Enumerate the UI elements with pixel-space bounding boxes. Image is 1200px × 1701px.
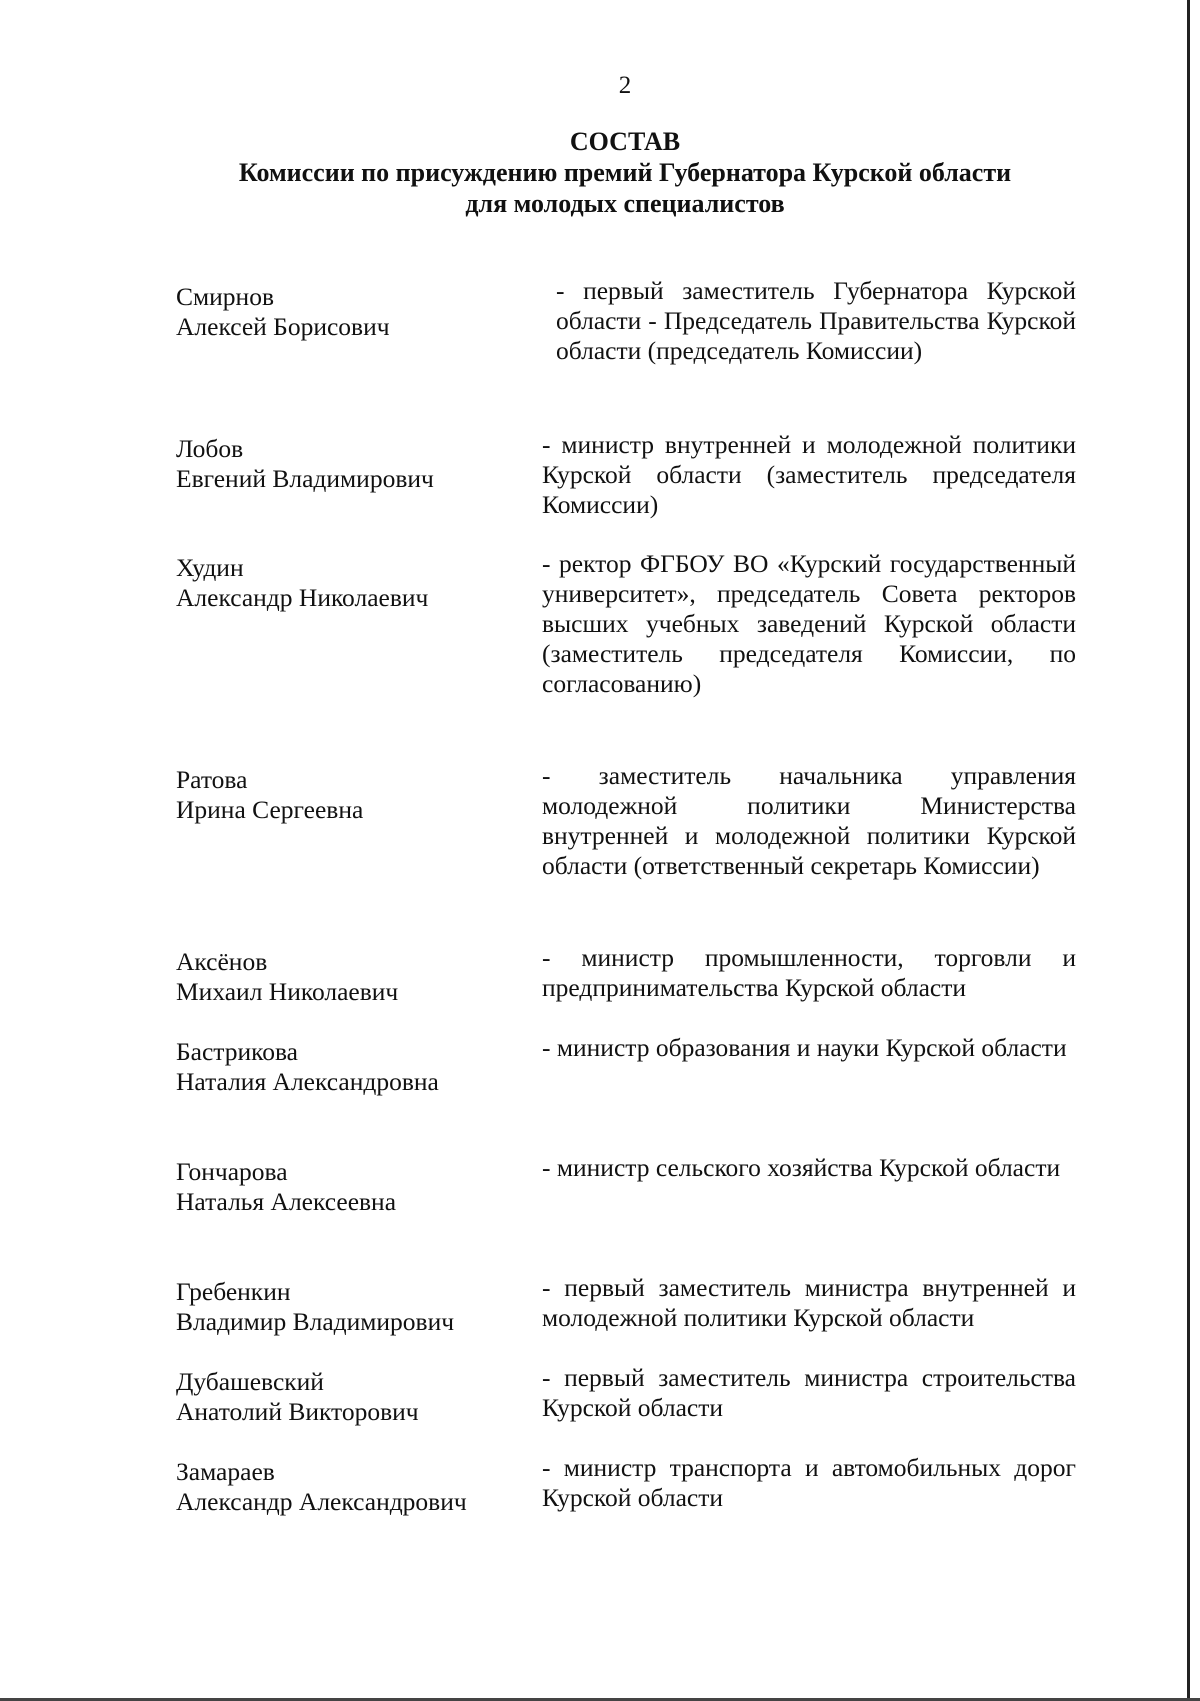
member-position: - заместитель начальника управления молодежной политики Министерства внутренней и молодежной политики Курской области (ответственный секретарь Комиссии): [542, 761, 1076, 880]
member-given-names: Владимир Владимирович: [176, 1307, 455, 1336]
member-name: [176, 282, 536, 342]
member-position: - первый заместитель Губернатора Курской области - Председатель Правительства Курской области (председатель Комиссии): [556, 276, 1076, 365]
member-surname: Смирнов: [176, 282, 274, 311]
member-given-names: Ирина Сергеевна: [176, 795, 364, 824]
member-given-names: Евгений Владимирович: [176, 464, 434, 493]
member-name: [176, 947, 536, 1007]
member-position: - министр промышленности, торговли и предпринимательства Курской области: [542, 943, 1076, 1002]
scan-edge-right: [1187, 0, 1190, 1701]
member-given-names: Александр Александрович: [176, 1487, 467, 1516]
member-surname: Бастрикова: [176, 1037, 298, 1066]
member-name: [176, 1277, 536, 1337]
member-surname: Гребенкин: [176, 1277, 291, 1306]
member-given-names: Михаил Николаевич: [176, 977, 399, 1006]
member-given-names: Алексей Борисович: [176, 312, 390, 341]
member-position: - министр образования и науки Курской области: [542, 1033, 1067, 1062]
member-surname: Дубашевский: [176, 1367, 324, 1396]
member-surname: Ратова: [176, 765, 248, 794]
member-position: - первый заместитель министра строительства Курской области: [542, 1363, 1076, 1422]
member-position: - первый заместитель министра внутренней и молодежной политики Курской области: [542, 1273, 1076, 1332]
title-heading: СОСТАВ: [569, 127, 681, 156]
member-name: [176, 1157, 536, 1217]
member-name: [176, 553, 536, 613]
member-position: - министр транспорта и автомобильных дорог Курской области: [542, 1453, 1076, 1512]
member-position: - министр сельского хозяйства Курской области: [542, 1153, 1061, 1182]
document-title: [0, 126, 1200, 219]
member-name: [176, 765, 536, 825]
page-number: 2: [618, 72, 632, 99]
member-given-names: Александр Николаевич: [176, 583, 429, 612]
member-position: - ректор ФГБОУ ВО «Курский государственный университет», председатель Совета ректоров высших учебных заведений Курской области (заместитель председателя Комиссии, по согласованию): [542, 549, 1076, 698]
member-given-names: Наталия Александровна: [176, 1067, 439, 1096]
member-surname: Лобов: [176, 434, 244, 463]
member-given-names: Наталья Алексеевна: [176, 1187, 397, 1216]
member-surname: Замараев: [176, 1457, 275, 1486]
member-name: [176, 434, 536, 494]
member-surname: Гончарова: [176, 1157, 288, 1186]
title-line-2: для молодых специалистов: [465, 189, 785, 218]
member-surname: Худин: [176, 553, 244, 582]
member-position: - министр внутренней и молодежной политики Курской области (заместитель председателя Комиссии): [542, 430, 1076, 519]
title-line-1: Комиссии по присуждению премий Губернатора Курской области: [238, 158, 1012, 187]
member-name: [176, 1367, 536, 1427]
member-name: [176, 1457, 536, 1517]
member-name: [176, 1037, 536, 1097]
member-given-names: Анатолий Викторович: [176, 1397, 419, 1426]
member-surname: Аксёнов: [176, 947, 268, 976]
